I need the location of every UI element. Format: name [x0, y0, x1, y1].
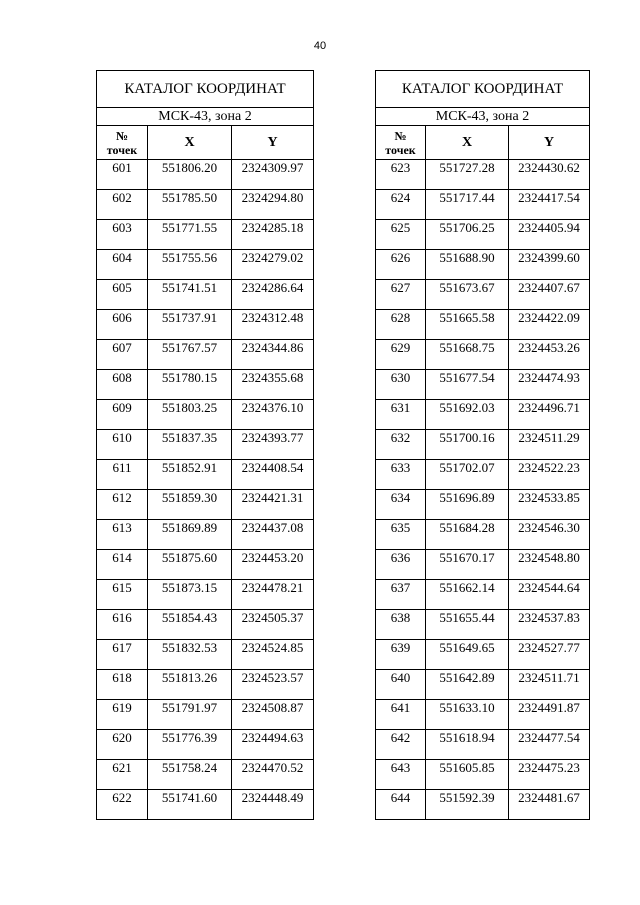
y-coordinate-cell: 2324505.37 — [232, 610, 314, 640]
point-number-cell: 624 — [376, 190, 426, 220]
point-number-cell: 631 — [376, 400, 426, 430]
table-row — [376, 190, 590, 220]
y-coordinate-cell: 2324279.02 — [232, 250, 314, 280]
catalog-title: КАТАЛОГ КООРДИНАТ — [97, 71, 314, 108]
y-coordinate-cell: 2324430.62 — [509, 160, 590, 190]
table-row — [376, 790, 590, 820]
y-coordinate-cell: 2324448.49 — [232, 790, 314, 820]
x-coordinate-cell: 551869.89 — [148, 520, 232, 550]
table-row — [97, 280, 314, 310]
point-number-cell: 642 — [376, 730, 426, 760]
point-number-cell: 634 — [376, 490, 426, 520]
table-row — [97, 700, 314, 730]
y-coordinate-cell: 2324474.93 — [509, 370, 590, 400]
x-coordinate-cell: 551592.39 — [426, 790, 509, 820]
table-row — [97, 490, 314, 520]
column-header-number-sign: № — [394, 128, 407, 143]
x-coordinate-cell: 551776.39 — [148, 730, 232, 760]
x-coordinate-cell: 551859.30 — [148, 490, 232, 520]
x-coordinate-cell: 551727.28 — [426, 160, 509, 190]
table-row — [376, 340, 590, 370]
table-row — [376, 310, 590, 340]
y-coordinate-cell: 2324478.21 — [232, 580, 314, 610]
table-row — [97, 400, 314, 430]
x-coordinate-cell: 551700.16 — [426, 430, 509, 460]
y-coordinate-cell: 2324399.60 — [509, 250, 590, 280]
point-number-cell: 639 — [376, 640, 426, 670]
point-number-cell: 606 — [97, 310, 148, 340]
x-coordinate-cell: 551673.67 — [426, 280, 509, 310]
x-coordinate-cell: 551854.43 — [148, 610, 232, 640]
table-row — [376, 760, 590, 790]
y-coordinate-cell: 2324355.68 — [232, 370, 314, 400]
x-coordinate-cell: 551875.60 — [148, 550, 232, 580]
y-coordinate-cell: 2324496.71 — [509, 400, 590, 430]
point-number-cell: 616 — [97, 610, 148, 640]
point-number-cell: 618 — [97, 670, 148, 700]
table-row — [97, 310, 314, 340]
x-coordinate-cell: 551758.24 — [148, 760, 232, 790]
point-number-cell: 609 — [97, 400, 148, 430]
column-header-points-word: точек — [106, 142, 138, 157]
column-header-y: Y — [509, 126, 590, 160]
y-coordinate-cell: 2324546.30 — [509, 520, 590, 550]
x-coordinate-cell: 551649.65 — [426, 640, 509, 670]
point-number-cell: 615 — [97, 580, 148, 610]
y-coordinate-cell: 2324422.09 — [509, 310, 590, 340]
table-body — [376, 160, 590, 820]
point-number-cell: 641 — [376, 700, 426, 730]
x-coordinate-cell: 551688.90 — [426, 250, 509, 280]
x-coordinate-cell: 551655.44 — [426, 610, 509, 640]
x-coordinate-cell: 551605.85 — [426, 760, 509, 790]
table-body — [97, 160, 314, 820]
table-row — [97, 160, 314, 190]
table-row — [376, 520, 590, 550]
table-row — [97, 790, 314, 820]
table-row — [376, 220, 590, 250]
y-coordinate-cell: 2324453.26 — [509, 340, 590, 370]
y-coordinate-cell: 2324491.87 — [509, 700, 590, 730]
coordinate-catalog-table-left — [96, 70, 314, 820]
x-coordinate-cell: 551813.26 — [148, 670, 232, 700]
x-coordinate-cell: 551791.97 — [148, 700, 232, 730]
y-coordinate-cell: 2324376.10 — [232, 400, 314, 430]
table-row — [376, 490, 590, 520]
y-coordinate-cell: 2324309.97 — [232, 160, 314, 190]
x-coordinate-cell: 551806.20 — [148, 160, 232, 190]
y-coordinate-cell: 2324481.67 — [509, 790, 590, 820]
column-header-point-number — [376, 126, 426, 160]
y-coordinate-cell: 2324417.54 — [509, 190, 590, 220]
y-coordinate-cell: 2324421.31 — [232, 490, 314, 520]
x-coordinate-cell: 551737.91 — [148, 310, 232, 340]
table-row — [97, 520, 314, 550]
y-coordinate-cell: 2324408.54 — [232, 460, 314, 490]
x-coordinate-cell: 551706.25 — [426, 220, 509, 250]
y-coordinate-cell: 2324477.54 — [509, 730, 590, 760]
point-number-cell: 643 — [376, 760, 426, 790]
table-row — [97, 250, 314, 280]
y-coordinate-cell: 2324285.18 — [232, 220, 314, 250]
catalog-title: КАТАЛОГ КООРДИНАТ — [376, 71, 590, 108]
point-number-cell: 620 — [97, 730, 148, 760]
x-coordinate-cell: 551662.14 — [426, 580, 509, 610]
table-row — [97, 610, 314, 640]
y-coordinate-cell: 2324533.85 — [509, 490, 590, 520]
column-header-points-word: точек — [385, 142, 416, 157]
x-coordinate-cell: 551702.07 — [426, 460, 509, 490]
table-row — [376, 640, 590, 670]
x-coordinate-cell: 551633.10 — [426, 700, 509, 730]
table-row — [97, 640, 314, 670]
x-coordinate-cell: 551771.55 — [148, 220, 232, 250]
y-coordinate-cell: 2324312.48 — [232, 310, 314, 340]
point-number-cell: 623 — [376, 160, 426, 190]
table-row — [376, 250, 590, 280]
x-coordinate-cell: 551767.57 — [148, 340, 232, 370]
x-coordinate-cell: 551780.15 — [148, 370, 232, 400]
y-coordinate-cell: 2324437.08 — [232, 520, 314, 550]
x-coordinate-cell: 551618.94 — [426, 730, 509, 760]
table-row — [376, 430, 590, 460]
coordinate-system-zone: МСК-43, зона 2 — [376, 108, 590, 126]
x-coordinate-cell: 551696.89 — [426, 490, 509, 520]
point-number-cell: 621 — [97, 760, 148, 790]
y-coordinate-cell: 2324470.52 — [232, 760, 314, 790]
x-coordinate-cell: 551803.25 — [148, 400, 232, 430]
table-row — [97, 670, 314, 700]
y-coordinate-cell: 2324544.64 — [509, 580, 590, 610]
table-row — [97, 220, 314, 250]
table-row — [376, 700, 590, 730]
y-coordinate-cell: 2324537.83 — [509, 610, 590, 640]
table-row — [376, 370, 590, 400]
table-row — [97, 550, 314, 580]
y-coordinate-cell: 2324286.64 — [232, 280, 314, 310]
point-number-cell: 633 — [376, 460, 426, 490]
point-number-cell: 636 — [376, 550, 426, 580]
column-header-point-number — [97, 126, 148, 160]
y-coordinate-cell: 2324407.67 — [509, 280, 590, 310]
table-row — [376, 280, 590, 310]
page-number: 40 — [313, 40, 327, 52]
point-number-cell: 638 — [376, 610, 426, 640]
x-coordinate-cell: 551692.03 — [426, 400, 509, 430]
table-row — [376, 160, 590, 190]
table-row — [97, 370, 314, 400]
y-coordinate-cell: 2324523.57 — [232, 670, 314, 700]
x-coordinate-cell: 551684.28 — [426, 520, 509, 550]
point-number-cell: 632 — [376, 430, 426, 460]
table-row — [376, 400, 590, 430]
point-number-cell: 640 — [376, 670, 426, 700]
x-coordinate-cell: 551665.58 — [426, 310, 509, 340]
point-number-cell: 601 — [97, 160, 148, 190]
y-coordinate-cell: 2324344.86 — [232, 340, 314, 370]
coordinate-catalog-table-right — [375, 70, 590, 820]
point-number-cell: 629 — [376, 340, 426, 370]
x-coordinate-cell: 551668.75 — [426, 340, 509, 370]
point-number-cell: 628 — [376, 310, 426, 340]
table-row — [97, 730, 314, 760]
column-header-number-sign: № — [115, 128, 129, 143]
point-number-cell: 644 — [376, 790, 426, 820]
table-row — [97, 430, 314, 460]
point-number-cell: 630 — [376, 370, 426, 400]
point-number-cell: 626 — [376, 250, 426, 280]
table-row — [97, 340, 314, 370]
table-row — [376, 460, 590, 490]
x-coordinate-cell: 551642.89 — [426, 670, 509, 700]
point-number-cell: 603 — [97, 220, 148, 250]
y-coordinate-cell: 2324294.80 — [232, 190, 314, 220]
point-number-cell: 627 — [376, 280, 426, 310]
point-number-cell: 617 — [97, 640, 148, 670]
y-coordinate-cell: 2324548.80 — [509, 550, 590, 580]
point-number-cell: 635 — [376, 520, 426, 550]
x-coordinate-cell: 551677.54 — [426, 370, 509, 400]
table-row — [376, 730, 590, 760]
x-coordinate-cell: 551755.56 — [148, 250, 232, 280]
y-coordinate-cell: 2324508.87 — [232, 700, 314, 730]
point-number-cell: 622 — [97, 790, 148, 820]
table-row — [376, 610, 590, 640]
x-coordinate-cell: 551741.51 — [148, 280, 232, 310]
x-coordinate-cell: 551670.17 — [426, 550, 509, 580]
point-number-cell: 607 — [97, 340, 148, 370]
point-number-cell: 613 — [97, 520, 148, 550]
column-header-x: X — [426, 126, 509, 160]
y-coordinate-cell: 2324393.77 — [232, 430, 314, 460]
x-coordinate-cell: 551873.15 — [148, 580, 232, 610]
point-number-cell: 614 — [97, 550, 148, 580]
table-row — [97, 760, 314, 790]
point-number-cell: 637 — [376, 580, 426, 610]
y-coordinate-cell: 2324494.63 — [232, 730, 314, 760]
x-coordinate-cell: 551741.60 — [148, 790, 232, 820]
y-coordinate-cell: 2324475.23 — [509, 760, 590, 790]
point-number-cell: 608 — [97, 370, 148, 400]
x-coordinate-cell: 551717.44 — [426, 190, 509, 220]
point-number-cell: 602 — [97, 190, 148, 220]
table-row — [97, 580, 314, 610]
column-header-y: Y — [232, 126, 314, 160]
x-coordinate-cell: 551785.50 — [148, 190, 232, 220]
y-coordinate-cell: 2324511.29 — [509, 430, 590, 460]
x-coordinate-cell: 551837.35 — [148, 430, 232, 460]
table-row — [376, 670, 590, 700]
column-header-x: X — [148, 126, 232, 160]
point-number-cell: 619 — [97, 700, 148, 730]
y-coordinate-cell: 2324453.20 — [232, 550, 314, 580]
y-coordinate-cell: 2324527.77 — [509, 640, 590, 670]
y-coordinate-cell: 2324405.94 — [509, 220, 590, 250]
x-coordinate-cell: 551852.91 — [148, 460, 232, 490]
table-row — [97, 190, 314, 220]
coordinate-system-zone: МСК-43, зона 2 — [97, 108, 314, 126]
y-coordinate-cell: 2324522.23 — [509, 460, 590, 490]
point-number-cell: 611 — [97, 460, 148, 490]
point-number-cell: 610 — [97, 430, 148, 460]
table-row — [376, 580, 590, 610]
y-coordinate-cell: 2324511.71 — [509, 670, 590, 700]
point-number-cell: 605 — [97, 280, 148, 310]
table-row — [97, 460, 314, 490]
x-coordinate-cell: 551832.53 — [148, 640, 232, 670]
table-row — [376, 550, 590, 580]
y-coordinate-cell: 2324524.85 — [232, 640, 314, 670]
point-number-cell: 625 — [376, 220, 426, 250]
point-number-cell: 612 — [97, 490, 148, 520]
point-number-cell: 604 — [97, 250, 148, 280]
